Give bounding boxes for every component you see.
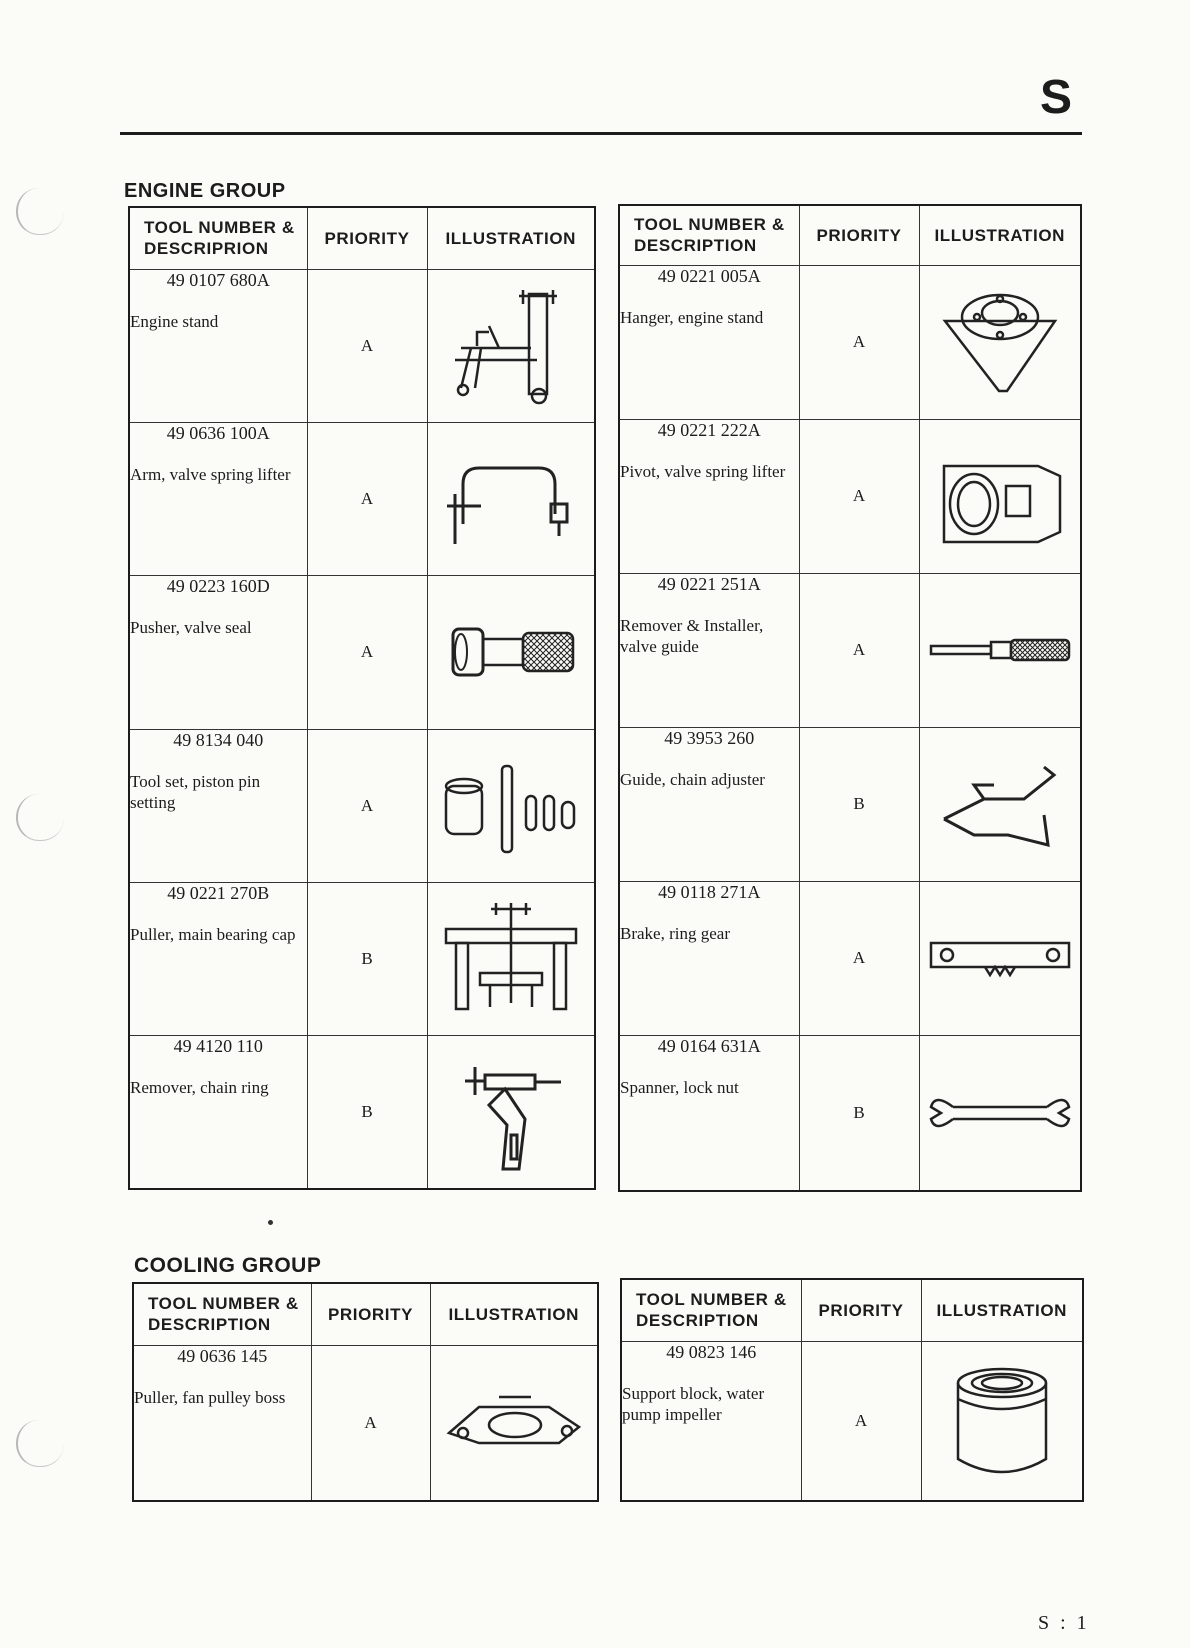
tool-description: Remover & Installer, valve guide — [620, 615, 764, 656]
tool-number: 49 8134 040 — [173, 729, 264, 750]
column-header-tool: TOOL NUMBER & DESCRIPTION — [133, 1283, 311, 1345]
tool-priority: A — [307, 422, 427, 575]
column-header-priority: PRIORITY — [311, 1283, 430, 1345]
engine-group-title: ENGINE GROUP — [124, 180, 286, 202]
punch-hole-mark — [16, 1420, 64, 1467]
tool-number: 49 0221 222A — [657, 419, 761, 440]
table-row — [619, 727, 1081, 881]
tool-description: Pivot, valve spring lifter — [620, 461, 786, 481]
cooling-tools-table-right — [620, 1278, 1084, 1502]
bearing-puller-icon — [436, 899, 586, 1019]
tool-number: 49 0118 271A — [658, 881, 761, 902]
table-row — [133, 1345, 598, 1501]
tool-priority: A — [307, 269, 427, 422]
ring-gear-brake-icon — [925, 933, 1075, 983]
tool-description: Brake, ring gear — [620, 923, 730, 943]
seal-pusher-icon — [441, 617, 581, 687]
tool-description: Support block, water pump impeller — [622, 1383, 765, 1424]
tool-number: 49 0223 160D — [166, 576, 270, 597]
tool-priority: A — [799, 265, 919, 419]
cooling-tools-table-left — [132, 1282, 599, 1502]
header-rule — [120, 132, 1082, 135]
tool-priority: B — [307, 882, 427, 1035]
cooling-group-title: COOLING GROUP — [134, 1254, 322, 1277]
tool-description: Puller, fan pulley boss — [134, 1387, 286, 1407]
tool-description: Engine stand — [130, 311, 219, 331]
tool-priority: A — [311, 1345, 430, 1501]
tool-description: Hanger, engine stand — [620, 307, 764, 327]
tool-description: Puller, main bearing cap — [130, 924, 296, 944]
table-row — [129, 882, 595, 1035]
tool-priority: A — [799, 881, 919, 1035]
valve-spring-arm-icon — [441, 454, 581, 544]
tool-priority: A — [801, 1341, 921, 1501]
tool-number: 49 0636 145 — [177, 1345, 268, 1366]
support-block-icon — [947, 1361, 1057, 1481]
engine-hanger-icon — [935, 287, 1065, 397]
tool-description: Arm, valve spring lifter — [130, 464, 291, 484]
tool-priority: A — [307, 576, 427, 729]
column-header-illustration: ILLUSTRATION — [427, 207, 595, 269]
table-row — [619, 573, 1081, 727]
tool-priority: A — [799, 419, 919, 573]
table-row — [129, 269, 595, 422]
punch-hole-mark — [16, 188, 64, 235]
engine-stand-icon — [441, 286, 581, 406]
tool-number: 49 4120 110 — [173, 1036, 263, 1057]
column-header-priority: PRIORITY — [801, 1279, 921, 1341]
pivot-block-icon — [930, 446, 1070, 546]
column-header-priority: PRIORITY — [799, 205, 919, 265]
tool-description: Tool set, piston pin setting — [130, 771, 261, 812]
column-header-illustration: ILLUSTRATION — [430, 1283, 598, 1345]
tool-number: 49 0107 680A — [166, 269, 270, 290]
chain-remover-icon — [441, 1047, 581, 1177]
column-header-tool: TOOL NUMBER & DESCRIPRION — [129, 207, 307, 269]
tool-priority: A — [307, 729, 427, 882]
engine-tools-table-left — [128, 206, 596, 1190]
table-row — [129, 576, 595, 729]
tool-number: 49 0164 631A — [657, 1035, 761, 1056]
valve-guide-tool-icon — [925, 630, 1075, 670]
section-letter: S — [1040, 71, 1073, 124]
table-row — [619, 265, 1081, 419]
tool-description: Pusher, valve seal — [130, 618, 252, 638]
tool-number: 49 0823 146 — [666, 1341, 757, 1362]
punch-hole-mark — [16, 794, 64, 841]
table-row — [129, 422, 595, 575]
table-row — [129, 729, 595, 882]
tool-number: 49 0221 270B — [167, 882, 270, 903]
tool-description: Guide, chain adjuster — [620, 769, 765, 789]
table-row — [129, 1036, 595, 1189]
tool-number: 49 3953 260 — [664, 727, 755, 748]
stray-mark — [268, 1220, 273, 1225]
table-row — [619, 881, 1081, 1035]
engine-tools-table-right — [618, 204, 1082, 1192]
tool-number: 49 0636 100A — [166, 422, 270, 443]
column-header-illustration: ILLUSTRATION — [919, 205, 1081, 265]
tool-number: 49 0221 251A — [657, 573, 761, 594]
spanner-icon — [925, 1093, 1075, 1133]
tool-number: 49 0221 005A — [657, 265, 761, 286]
tool-description: Remover, chain ring — [130, 1078, 269, 1098]
fan-pulley-puller-icon — [439, 1383, 589, 1463]
column-header-tool: TOOL NUMBER & DESCRIPTION — [621, 1279, 801, 1341]
tool-description: Spanner, lock nut — [620, 1077, 739, 1097]
tool-priority: B — [799, 727, 919, 881]
column-header-priority: PRIORITY — [307, 207, 427, 269]
table-row — [619, 419, 1081, 573]
piston-pin-set-icon — [436, 756, 586, 856]
chain-guide-icon — [930, 759, 1070, 849]
tool-priority: A — [799, 573, 919, 727]
tool-priority: B — [799, 1035, 919, 1191]
table-row — [621, 1341, 1083, 1501]
tool-priority: B — [307, 1036, 427, 1189]
column-header-illustration: ILLUSTRATION — [921, 1279, 1083, 1341]
column-header-tool: TOOL NUMBER & DESCRIPTION — [619, 205, 799, 265]
table-row — [619, 1035, 1081, 1191]
page-number: S : 1 — [1038, 1612, 1090, 1634]
